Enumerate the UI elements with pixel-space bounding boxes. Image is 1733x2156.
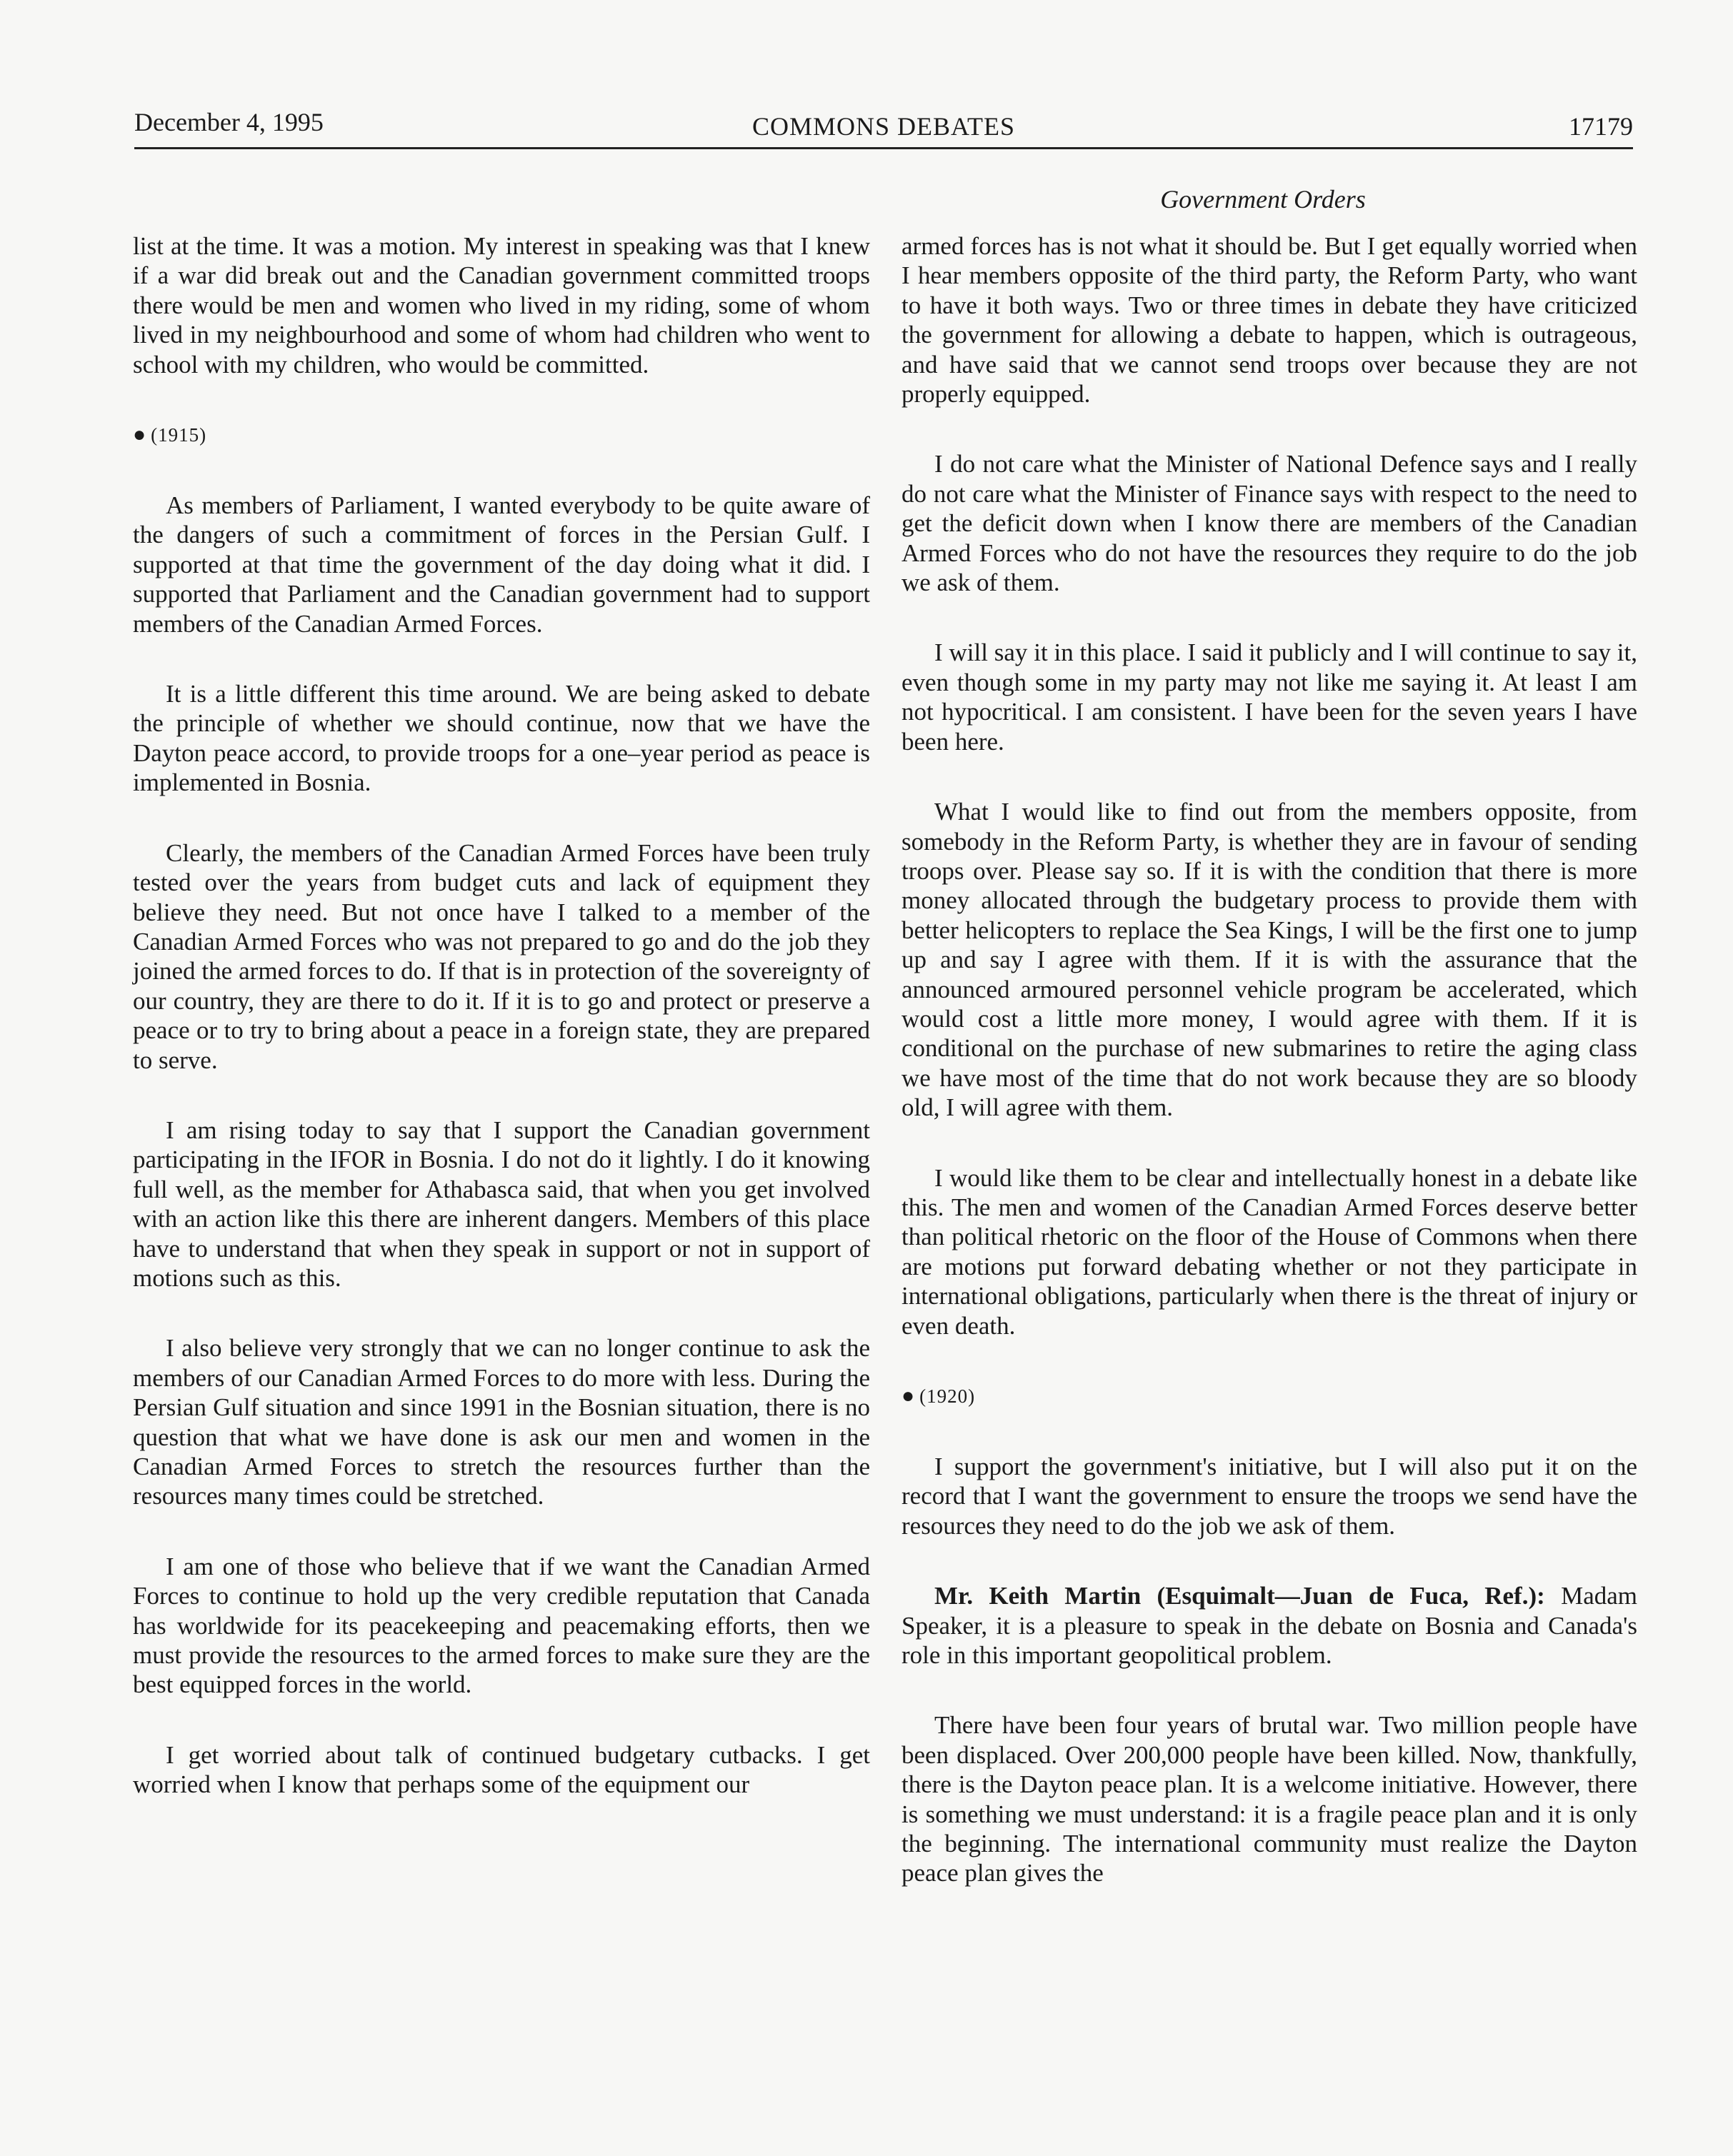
paragraph: I support the government's initiative, but I will also put it on the record that I want the government to ensure the troops we send have the resources they need to do the job we ask of them. [902, 1453, 1637, 1540]
speaker-name: Mr. Keith Martin (Esquimalt—Juan de Fuca, Ref.): [934, 1582, 1545, 1610]
header-publication: COMMONS DEBATES [751, 112, 1016, 141]
time-marker [902, 1381, 1637, 1411]
time-marker-label: (1920) [919, 1385, 976, 1407]
paragraph: As members of Parliament, I wanted everybody to be quite aware of the dangers of such a commitment of forces in the Persian Gulf. I supported at that time the government of the day doing what it did. I supported that Parliament and the Canadian government had to support members of the Canadian Armed Forces. [133, 491, 870, 638]
time-marker-label: (1915) [151, 424, 207, 446]
section-title: Government Orders [1160, 185, 1366, 214]
header-date: December 4, 1995 [134, 108, 324, 136]
paragraph: I do not care what the Minister of National Defence says and I really do not care what the Minister of Finance says with respect to the need to get the deficit down when I know there are members of the Canadian Armed Forces who do not have the resources they require to do the job we ask of them. [902, 450, 1637, 597]
paragraph: There have been four years of brutal war. Two million people have been displaced. Over 200,000 people have been killed. Now, thankfully, there is the Dayton peace plan. It is a welcome initiative. However, there is something we must understand: it is a fragile peace plan and it is only the beginning. The international community must realize the Dayton peace plan gives the [902, 1711, 1637, 1887]
paragraph: Clearly, the members of the Canadian Armed Forces have been truly tested over the years from budget cuts and lack of equipment they believe they need. But not once have I talked to a member of the Canadian Armed Forces who was not prepared to go and do the job they joined the armed forces to do. If that is in protection of the sovereignty of our country, they are there to do it. If it is to go and protect or preserve a peace or to try to bring about a peace in a foreign state, they are prepared to serve. [133, 838, 870, 1074]
paragraph: I will say it in this place. I said it publicly and I will continue to say it, even though some in my party may not like me saying it. At least I am not hypocritical. I am consistent. I have been for the seven years I have been here. [902, 638, 1637, 756]
paragraph: list at the time. It was a motion. My interest in speaking was that I knew if a war did break out and the Canadian government committed troops there would be men and women who lived in my riding, some of whom lived in my neighbourhood and some of whom had children who went to school with my children, who would be committed. [133, 232, 870, 378]
right-column [902, 231, 1637, 1929]
paragraph: I am rising today to say that I support the Canadian government participating in the IFOR in Bosnia. I do not do it lightly. I do it knowing full well, as the member for Athabasca said, that when you get involved with an action like this there are inherent dangers. Members of this place have to understand that when they speak in support or not in support of motions such as this. [133, 1115, 870, 1292]
paragraph: What I would like to find out from the members opposite, from somebody in the Reform Party, is whether they are in favour of sending troops over. Please say so. If it is with the condition that there is more money allocated through the budgetary process to provide them with better helicopters to replace the Sea Kings, I will be the first one to jump up and say I agree with them. If it is with the assurance that the announced armoured personnel vehicle program be accelerated, which would cost a little more money, I would agree with them. If it is conditional on the purchase of new submarines to retire the aging class we have most of the time that do not work because they are so bloody old, I will agree with them. [902, 798, 1637, 1122]
paragraph: I get worried about talk of continued budgetary cutbacks. I get worried when I know that perhaps some of the equipment our [133, 1740, 870, 1799]
speaker-paragraph [902, 1581, 1637, 1670]
bullet-icon: ● [133, 423, 147, 447]
header-page-number: 17179 [1569, 112, 1633, 141]
page-header [134, 104, 1633, 147]
header-rule [134, 147, 1633, 149]
speaker-text: Madam Speaker, it is a pleasure to speak in the debate on Bosnia and Canada's role in this important geopolitical problem. [902, 1582, 1637, 1670]
paragraph: I also believe very strongly that we can no longer continue to ask the members of our Canadian Armed Forces to do more with less. During the Persian Gulf situation and since 1991 in the Bosnian situation, there is no question that what we have done is ask our men and women in the Canadian Armed Forces to stretch the resources further than the resources many times could be stretched. [133, 1334, 870, 1510]
time-marker [133, 420, 870, 450]
paragraph: It is a little different this time around. We are being asked to debate the principle of whether we should continue, now that we have the Dayton peace accord, to provide troops for a one–year period as peace is implemented in Bosnia. [133, 680, 870, 797]
left-column [133, 231, 870, 1840]
paragraph: I would like them to be clear and intellectually honest in a debate like this. The men and women of the Canadian Armed Forces deserve better than political rhetoric on the floor of the House of Commons when there are motions put forward debating whether or not they participate in international obligations, particularly when there is the threat of injury or even death. [902, 1163, 1637, 1340]
paragraph: armed forces has is not what it should be. But I get equally worried when I hear members opposite of the third party, the Reform Party, who want to have it both ways. Two or three times in debate they have criticized the government for allowing a debate to happen, which is outrageous, and have said that we cannot send troops over because they are not properly equipped. [902, 232, 1637, 408]
paragraph: I am one of those who believe that if we want the Canadian Armed Forces to continue to hold up the very credible reputation that Canada has worldwide for its peacekeeping and peacemaking efforts, then we must provide the resources to the armed forces to make sure they are the best equipped forces in the world. [133, 1552, 870, 1699]
bullet-icon: ● [902, 1384, 916, 1408]
